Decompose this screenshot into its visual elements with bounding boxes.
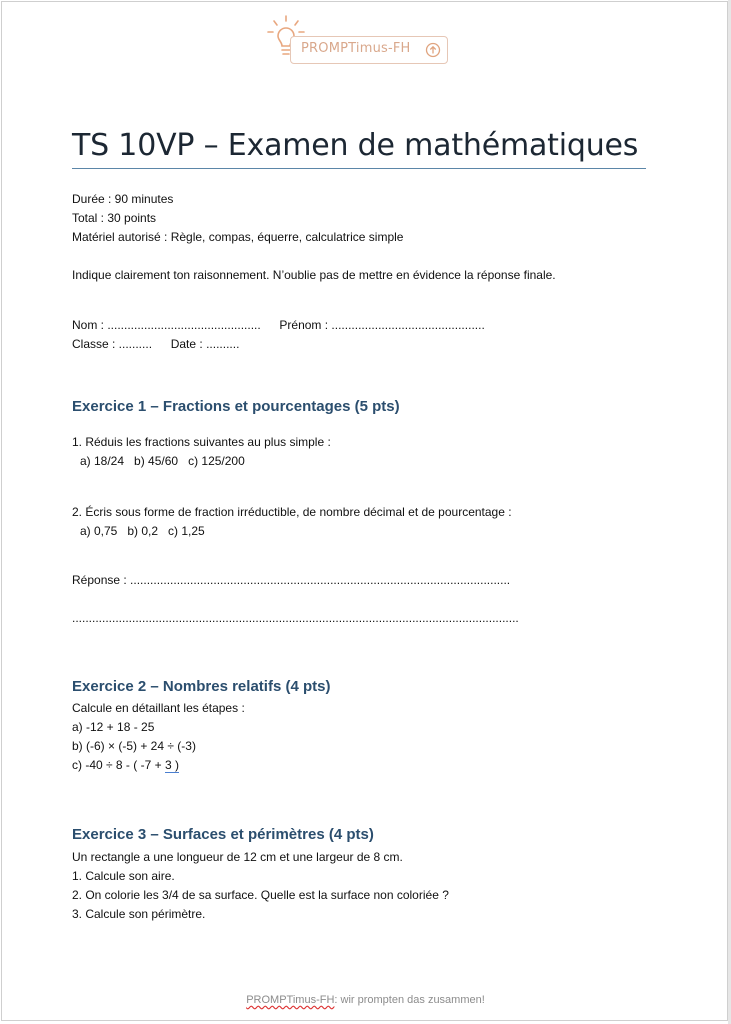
ex2-item-a: a) -12 + 18 - 25 bbox=[72, 720, 155, 734]
date-field: Date : .......... bbox=[170, 337, 240, 351]
class-date-line bbox=[72, 337, 239, 351]
footer bbox=[0, 994, 731, 1006]
ex1-answer-line-2: ...................................................................................................................................... bbox=[72, 611, 519, 625]
exercise-1-title: Exercice 1 – Fractions et pourcentages (5 pts) bbox=[72, 398, 400, 415]
exercise-2-title: Exercice 2 – Nombres relatifs (4 pts) bbox=[72, 678, 331, 695]
logo-text: PROMPTimus-FH bbox=[301, 41, 411, 56]
firstname-field: Prénom : .............................................. bbox=[279, 318, 485, 332]
ex1-answer-line: Réponse : .................................................................................................................. bbox=[72, 573, 511, 587]
page-title: TS 10VP – Examen de mathématiques bbox=[72, 128, 639, 163]
ex2-item-b: b) (-6) × (-5) + 24 ÷ (-3) bbox=[72, 739, 196, 753]
ex3-question-1: 1. Calcule son aire. bbox=[72, 869, 175, 883]
instruction: Indique clairement ton raisonnement. N’oublie pas de mettre en évidence la réponse finale. bbox=[72, 268, 556, 282]
name-field: Nom : .............................................. bbox=[72, 318, 261, 332]
name-field-line bbox=[72, 318, 485, 332]
ex1-question-1: 1. Réduis les fractions suivantes au plus simple : bbox=[72, 435, 331, 449]
ex2-item-c bbox=[72, 758, 179, 772]
ex1-question-2-items: a) 0,75 b) 0,2 c) 1,25 bbox=[80, 524, 205, 538]
footer-tagline: : wir prompten das zusammen! bbox=[334, 994, 485, 1006]
arrow-up-icon bbox=[425, 42, 441, 58]
ex2-item-c-text: c) -40 ÷ 8 - ( -7 + bbox=[72, 758, 165, 772]
ex1-question-2: 2. Écris sous forme de fraction irréductible, de nombre décimal et de pourcentage : bbox=[72, 505, 512, 519]
ex3-question-3: 3. Calcule son périmètre. bbox=[72, 907, 206, 921]
class-field: Classe : .......... bbox=[72, 337, 153, 351]
logo bbox=[266, 14, 450, 66]
exercise-3-title: Exercice 3 – Surfaces et périmètres (4 pts) bbox=[72, 826, 374, 843]
ex1-question-1-items: a) 18/24 b) 45/60 c) 125/200 bbox=[80, 454, 245, 468]
spellcheck-underline: 3 ) bbox=[164, 758, 179, 772]
title-divider bbox=[72, 168, 646, 169]
duration: Durée : 90 minutes bbox=[72, 192, 174, 206]
ex3-intro: Un rectangle a une longueur de 12 cm et une largeur de 8 cm. bbox=[72, 850, 403, 864]
materials: Matériel autorisé : Règle, compas, équerre, calculatrice simple bbox=[72, 230, 404, 244]
total-points: Total : 30 points bbox=[72, 211, 157, 225]
ex2-intro: Calcule en détaillant les étapes : bbox=[72, 701, 245, 715]
footer-brand: PROMPTimus-FH bbox=[246, 994, 335, 1006]
ex3-question-2: 2. On colorie les 3/4 de sa surface. Quelle est la surface non coloriée ? bbox=[72, 888, 449, 902]
logo-badge bbox=[290, 36, 448, 64]
